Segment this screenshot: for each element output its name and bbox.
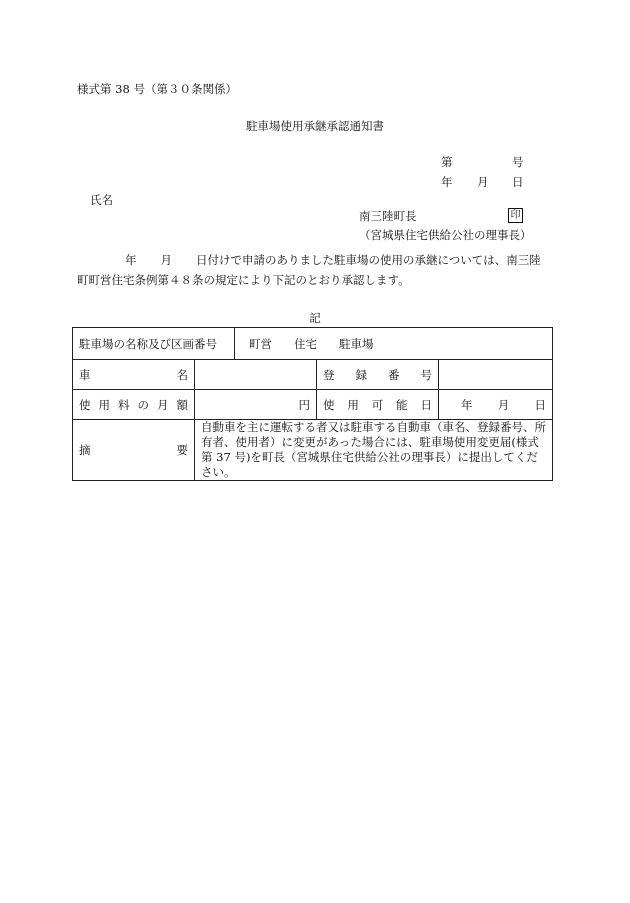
available-date-label	[317, 390, 439, 420]
reg-char: 号	[420, 367, 432, 382]
date-month-label: 月	[477, 175, 489, 189]
number-label: 第	[441, 155, 453, 169]
date-char: 可	[371, 397, 384, 412]
date-day-label: 日	[512, 175, 524, 189]
date-char: 使	[323, 397, 335, 412]
addressee-label: 氏名	[90, 193, 113, 207]
fee-char: 料	[118, 397, 130, 412]
body-year: 年	[125, 253, 137, 267]
registration-number-value[interactable]	[439, 360, 553, 390]
document-title: 駐車場使用承継承認通知書	[246, 119, 384, 133]
seal-mark: 印	[508, 208, 523, 223]
car-name-label	[73, 360, 195, 390]
date-char: 能	[396, 397, 408, 412]
date-year: 年	[461, 397, 473, 412]
car-label-2: 名	[176, 367, 188, 382]
fee-char: 用	[98, 397, 110, 412]
date-month: 月	[497, 397, 510, 412]
body-paragraph	[77, 250, 549, 290]
body-text: 日付けで申請のありました駐車場の使用の承継については、南三陸町町営住宅条例第４８条の規定により下記のとおり承認します。	[77, 253, 541, 287]
reg-char: 登	[323, 367, 335, 382]
date-char: 用	[347, 397, 359, 412]
parking-form-table	[72, 327, 553, 481]
table-row	[73, 328, 553, 360]
remarks-label	[73, 420, 195, 481]
car-label-1: 車	[79, 367, 91, 382]
date-year-label: 年	[441, 175, 453, 189]
table-row	[73, 360, 553, 390]
parking-value-lot: 駐車場	[339, 336, 374, 351]
reg-char: 番	[388, 367, 400, 382]
parking-name-value[interactable]	[235, 328, 553, 360]
reg-char: 録	[355, 367, 367, 382]
date-day: 日	[534, 397, 546, 412]
body-month: 月	[160, 253, 172, 267]
ki-heading: 記	[309, 311, 321, 325]
registration-number-label	[317, 360, 439, 390]
fee-char: 額	[176, 397, 188, 412]
table-row	[73, 390, 553, 420]
issuer-sub: （宮城県住宅供給公社の理事長）	[359, 228, 532, 242]
available-date-value[interactable]	[439, 390, 553, 420]
monthly-fee-value[interactable]	[195, 390, 317, 420]
parking-value-housing: 住宅	[294, 336, 317, 351]
number-suffix: 号	[512, 155, 524, 169]
parking-name-label: 駐車場の名称及び区画番号	[73, 328, 235, 360]
form-number: 様式第 38 号（第３０条関係）	[77, 82, 237, 96]
car-name-value[interactable]	[195, 360, 317, 390]
remarks-char-1: 摘	[79, 443, 91, 457]
monthly-fee-label	[73, 390, 195, 420]
remarks-text: 自動車を主に運転する者又は駐車する自動車（車名、登録番号、所有者、使用者）に変更があった場合には、駐車場使用変更届(様式第 37 号)を町長（宮城県住宅供給公社の理事長）に提出してください。	[195, 420, 553, 481]
remarks-char-2: 要	[176, 443, 188, 457]
yen-unit: 円	[298, 397, 310, 412]
issuer-name: 南三陸町長	[359, 209, 417, 223]
fee-char: 月	[157, 397, 169, 412]
table-row	[73, 420, 553, 481]
date-char: 日	[420, 397, 432, 412]
fee-char: 使	[79, 397, 91, 412]
fee-char: の	[137, 397, 149, 412]
parking-value-town: 町営	[249, 336, 272, 351]
